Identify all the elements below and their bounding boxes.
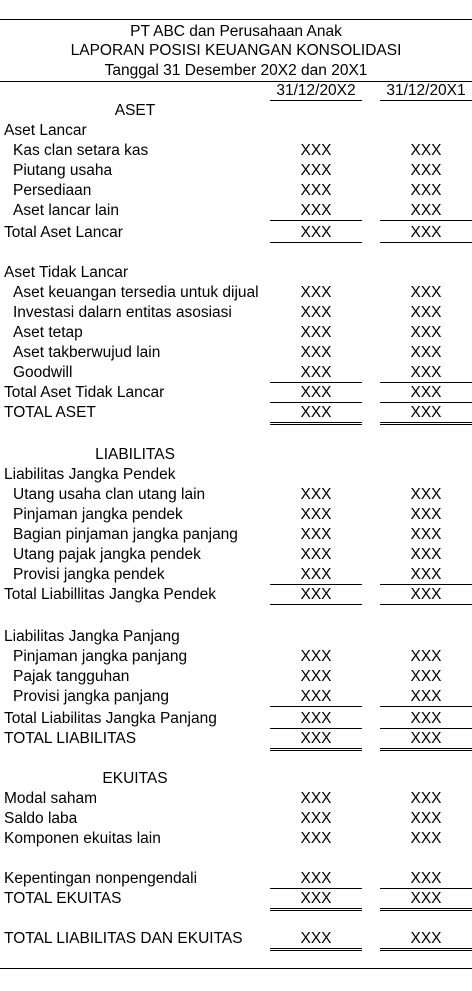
row-label: Persediaan [13,182,92,199]
grand-total-row [0,403,472,423]
section-title-ekuitas: EKUITAS [102,770,168,787]
value-20x1: XXX [410,284,442,301]
value-20x2: XXX [270,687,362,707]
value-20x2: XXX [300,182,332,199]
line-item [0,647,472,667]
row-label: Liabilitas Jangka Pendek [4,466,176,483]
value-20x2: XXX [270,565,362,585]
value-20x2: XXX [270,201,362,221]
value-20x2: XXX [300,668,332,685]
row-label: Saldo laba [4,810,78,827]
row-label: Bagian pinjaman jangka panjang [13,526,238,543]
value-20x1: XXX [410,810,442,827]
value-20x2: XXX [300,344,332,361]
row-label: Total Aset Lancar [4,224,123,241]
value-20x1: XXX [380,729,472,751]
value-20x1: XXX [380,565,472,585]
row-label: Provisi jangka pendek [13,566,165,583]
line-item [0,303,472,323]
row-label: TOTAL EKUITAS [4,890,122,907]
value-20x2: XXX [300,648,332,665]
row-label: Aset takberwujud lain [13,344,161,361]
value-20x2: XXX [270,363,362,383]
group-heading-aset-lancar [0,121,472,141]
bottom-rule [0,968,472,969]
line-item [0,869,472,889]
value-20x1: XXX [380,223,472,243]
section-title-liabilitas: LIABILITAS [95,446,175,463]
value-20x2: XXX [270,729,362,751]
row-label: Aset Tidak Lancar [4,264,129,281]
line-item [0,667,472,687]
value-20x2: XXX [270,929,362,951]
row-label: TOTAL LIABILITAS DAN EKUITAS [4,930,243,947]
group-heading-aset-tidak-lancar [0,263,472,283]
value-20x2: XXX [300,486,332,503]
line-item [0,141,472,161]
row-label: Total Liabilitas Jangka Panjang [4,710,217,727]
value-20x1: XXX [380,929,472,951]
value-20x2: XXX [270,585,362,605]
value-20x1: XXX [380,889,472,911]
line-item [0,545,472,565]
row-label: Piutang usaha [13,162,113,179]
value-20x1: XXX [380,363,472,383]
row-label: Provisi jangka panjang [13,688,169,705]
value-20x1: XXX [410,486,442,503]
value-20x1: XXX [410,648,442,665]
subtotal-row [0,585,472,605]
value-20x1: XXX [410,830,442,847]
row-label: Pajak tangguhan [13,668,130,685]
line-item [0,201,472,221]
report-date: Tanggal 31 Desember 20X2 dan 20X1 [104,62,368,79]
value-20x2: XXX [270,383,362,403]
section-title-aset: ASET [114,102,156,119]
value-20x1: XXX [410,304,442,321]
row-label: TOTAL LIABILITAS [4,730,137,747]
row-label: Aset Lancar [4,122,87,139]
value-20x1: XXX [380,403,472,425]
row-label: Komponen ekuitas lain [4,830,161,847]
value-20x1: XXX [410,162,442,179]
value-20x2: XXX [300,304,332,321]
value-20x2: XXX [300,526,332,543]
column-header-20x2: 31/12/20X2 [270,82,362,101]
subtotal-row [0,383,472,403]
value-20x2: XXX [300,284,332,301]
grand-total-row [0,889,472,909]
line-item [0,181,472,201]
company-name: PT ABC dan Perusahaan Anak [130,23,342,40]
grand-total-row [0,929,472,949]
line-item [0,505,472,525]
line-item [0,525,472,545]
value-20x1: XXX [380,869,472,889]
value-20x1: XXX [410,790,442,807]
grand-total-row [0,729,472,749]
line-item [0,283,472,303]
row-label: Total Liabillitas Jangka Pendek [4,586,216,603]
value-20x1: XXX [410,668,442,685]
value-20x2: XXX [270,223,362,243]
line-item [0,809,472,829]
value-20x2: XXX [270,889,362,911]
report-title: LAPORAN POSISI KEUANGAN KONSOLIDASI [70,42,402,59]
line-item [0,363,472,383]
row-label: Pinjaman jangka pendek [13,506,183,523]
subtotal-row [0,223,472,243]
value-20x1: XXX [380,709,472,729]
row-label: Liabilitas Jangka Panjang [4,628,180,645]
value-20x2: XXX [300,142,332,159]
line-item [0,343,472,363]
value-20x1: XXX [380,687,472,707]
subtotal-row [0,709,472,729]
row-label: Goodwill [13,364,73,381]
line-item [0,161,472,181]
value-20x1: XXX [410,526,442,543]
group-heading-liabilitas-jangka-pendek [0,465,472,485]
line-item [0,829,472,849]
value-20x1: XXX [410,324,442,341]
value-20x1: XXX [380,383,472,403]
value-20x1: XXX [410,182,442,199]
column-header-20x1: 31/12/20X1 [380,82,472,101]
row-label: Utang pajak jangka pendek [13,546,201,563]
group-heading-liabilitas-jangka-panjang [0,627,472,647]
row-label: Investasi dalarn entitas asosiasi [13,304,232,321]
value-20x2: XXX [300,162,332,179]
value-20x2: XXX [300,506,332,523]
row-label: Aset keuangan tersedia untuk dijual [13,284,259,301]
value-20x2: XXX [300,830,332,847]
row-label: Aset lancar lain [13,202,119,219]
row-label: Pinjaman jangka panjang [13,648,188,665]
value-20x2: XXX [300,324,332,341]
value-20x2: XXX [270,869,362,889]
line-item [0,323,472,343]
value-20x2: XXX [300,790,332,807]
row-label: Aset tetap [13,324,83,341]
value-20x1: XXX [410,506,442,523]
value-20x1: XXX [380,201,472,221]
line-item [0,687,472,707]
row-label: Total Aset Tidak Lancar [4,384,165,401]
value-20x1: XXX [410,142,442,159]
value-20x2: XXX [300,810,332,827]
line-item [0,565,472,585]
line-item [0,789,472,809]
value-20x1: XXX [410,344,442,361]
value-20x2: XXX [270,403,362,425]
top-rule [0,19,472,20]
row-label: Utang usaha clan utang lain [13,486,206,503]
value-20x2: XXX [270,709,362,729]
row-label: TOTAL ASET [4,404,96,421]
line-item [0,485,472,505]
row-label: Kas clan setara kas [13,142,149,159]
value-20x1: XXX [410,546,442,563]
row-label: Modal saham [4,790,98,807]
value-20x2: XXX [300,546,332,563]
row-label: Kepentingan nonpengendali [4,870,198,887]
value-20x1: XXX [380,585,472,605]
